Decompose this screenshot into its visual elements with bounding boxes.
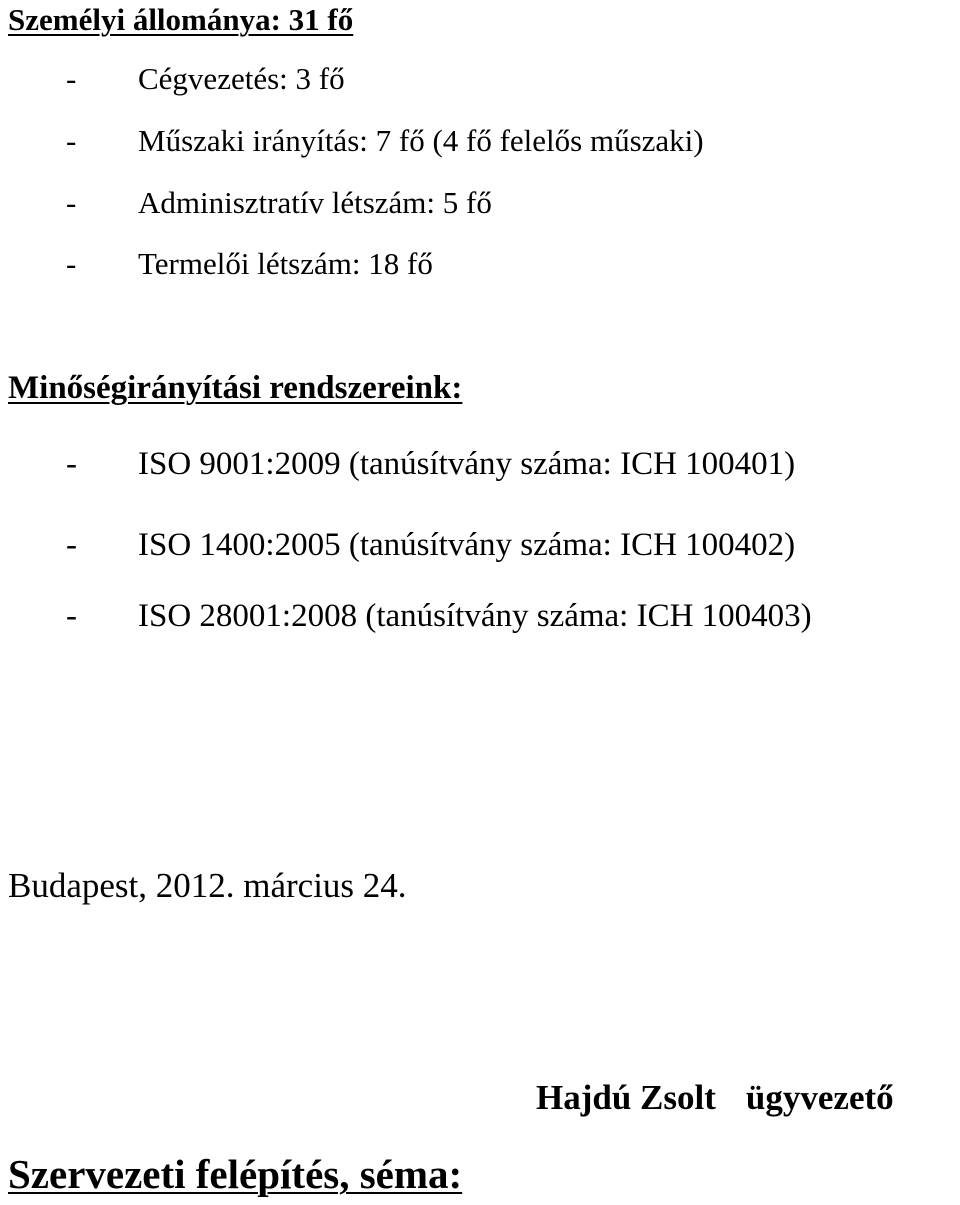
list-item-text: ISO 9001:2009 (tanúsítvány száma: ICH 100401) [138, 446, 796, 482]
list-item-text: ISO 28001:2008 (tanúsítvány száma: ICH 100403) [138, 598, 812, 634]
signature-title: ügyvezető [745, 1078, 894, 1117]
personnel-item-management [66, 61, 345, 97]
list-bullet: - [66, 61, 77, 96]
date-line: Budapest, 2012. március 24. [8, 866, 407, 905]
list-item-text: Termelői létszám: 18 fő [138, 246, 433, 281]
list-item-text: ISO 1400:2005 (tanúsítvány száma: ICH 100402) [138, 527, 796, 563]
quality-item-iso28001 [66, 598, 812, 635]
list-bullet: - [66, 185, 77, 220]
quality-item-iso9001 [66, 446, 795, 483]
list-bullet: - [66, 446, 77, 482]
list-bullet: - [66, 123, 77, 158]
quality-heading: Minőségirányítási rendszereink: [8, 370, 463, 406]
list-bullet: - [66, 246, 77, 281]
list-bullet: - [66, 598, 77, 634]
personnel-item-administrative [66, 185, 492, 221]
personnel-item-technical [66, 123, 704, 159]
signature-name: Hajdú Zsolt [536, 1078, 716, 1117]
personnel-heading: Személyi állománya: 31 fő [8, 2, 354, 37]
list-item-text: Műszaki irányítás: 7 fő (4 fő felelős műszaki) [138, 123, 704, 158]
org-structure-heading: Szervezeti felépítés, séma: [8, 1151, 463, 1197]
signature [536, 1078, 894, 1118]
list-bullet: - [66, 527, 77, 563]
list-item-text: Cégvezetés: 3 fő [138, 61, 345, 96]
personnel-item-production [66, 246, 433, 282]
list-item-text: Adminisztratív létszám: 5 fő [138, 185, 492, 220]
quality-item-iso1400 [66, 527, 795, 564]
